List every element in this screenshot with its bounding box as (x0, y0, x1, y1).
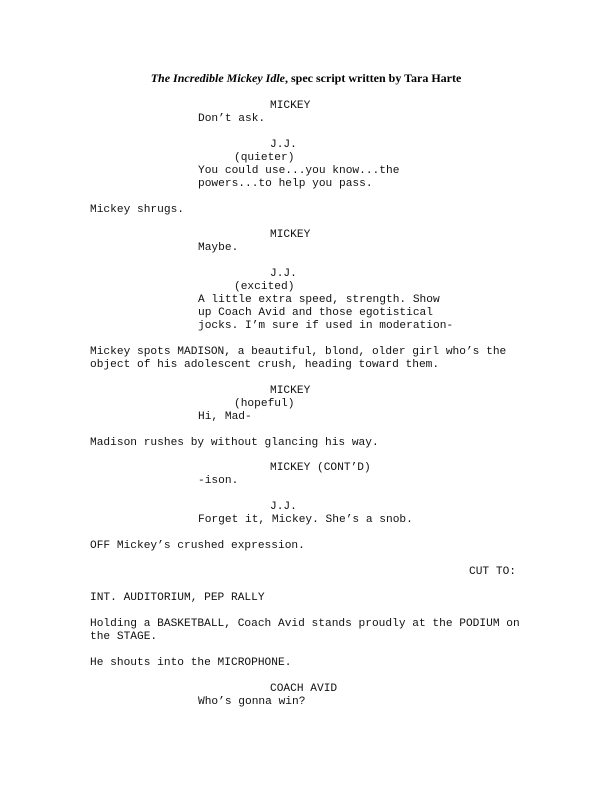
transition: CUT TO: (469, 566, 516, 578)
action-line: object of his adolescent crush, heading toward them. (90, 359, 440, 371)
script-byline: , spec script written by Tara Harte (285, 71, 462, 85)
action-line: He shouts into the MICROPHONE. (90, 657, 292, 669)
page-header (0, 71, 612, 86)
action-line: Holding a BASKETBALL, Coach Avid stands proudly at the PODIUM on (90, 618, 520, 630)
parenthetical: (quieter) (234, 152, 295, 164)
dialogue-line: Hi, Mad- (198, 411, 252, 423)
dialogue-line: jocks. I’m sure if used in moderation- (198, 320, 454, 332)
action-line: Mickey spots MADISON, a beautiful, blond, older girl who’s the (90, 346, 507, 358)
dialogue-line: You could use...you know...the (198, 165, 400, 177)
dialogue-line: -ison. (198, 475, 239, 487)
dialogue-line: Who’s gonna win? (198, 696, 306, 708)
character-name: J.J. (270, 139, 297, 151)
dialogue-line: Forget it, Mickey. She’s a snob. (198, 514, 413, 526)
script-title: The Incredible Mickey Idle (150, 71, 285, 85)
character-name: MICKEY (270, 385, 311, 397)
character-name: J.J. (270, 501, 297, 513)
action-line: Madison rushes by without glancing his way. (90, 437, 379, 449)
dialogue-line: powers...to help you pass. (198, 178, 373, 190)
character-name: MICKEY (CONT’D) (270, 462, 371, 474)
action-line: Mickey shrugs. (90, 204, 184, 216)
parenthetical: (hopeful) (234, 398, 295, 410)
scene-heading: INT. AUDITORIUM, PEP RALLY (90, 592, 265, 604)
character-name: COACH AVID (270, 683, 338, 695)
action-line: OFF Mickey’s crushed expression. (90, 540, 305, 552)
dialogue-line: Don’t ask. (198, 113, 266, 125)
dialogue-line: A little extra speed, strength. Show (198, 294, 440, 306)
parenthetical: (excited) (234, 281, 295, 293)
dialogue-line: Maybe. (198, 242, 239, 254)
dialogue-line: up Coach Avid and those egotistical (198, 307, 433, 319)
action-line: the STAGE. (90, 631, 158, 643)
character-name: MICKEY (270, 100, 311, 112)
character-name: MICKEY (270, 229, 311, 241)
character-name: J.J. (270, 268, 297, 280)
